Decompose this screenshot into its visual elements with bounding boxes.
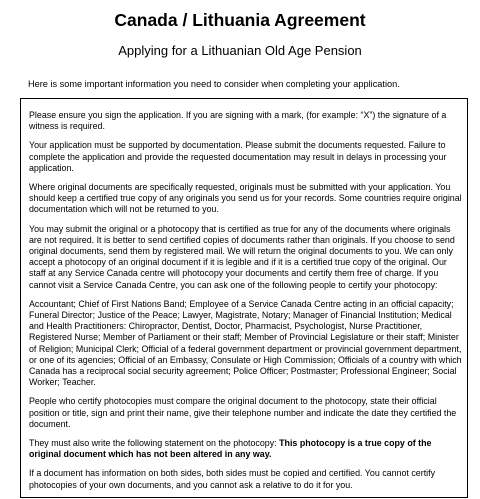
certifier-list-paragraph: Accountant; Chief of First Nations Band; Employee of a Service Canada Centre acting in an official capacity; Funeral Director; Justice of the Peace; Lawyer, Magistrate, Notary; Manager of Financial Institution; Medical and Health Practitioners: Chiropractor, Dentist, Doctor, Pharmacist, Psychologist, Nurse Practitioner, Registered Nurse; Member of Parliament or their staff; Member of Provincial Legislature or their staff; Minister of Religion; Municipal Clerk; Official of a federal government department or provincial government department, or one of its agencies; Official of an Embassy, Consulate or High Commission; Officials of a country with which Canada has a reciprocal social security agreement; Police Officer; Postmaster; Professional Engineer; Social Worker; Teacher.: [29, 298, 462, 388]
statement-paragraph: [29, 438, 462, 460]
document-title: Canada / Lithuania Agreement: [114, 10, 366, 30]
document-subtitle: Applying for a Lithuanian Old Age Pension: [118, 43, 362, 58]
intro-text: Here is some important information you need to consider when completing your application.: [28, 79, 400, 89]
information-content: [29, 110, 462, 499]
both-sides-paragraph: If a document has information on both sides, both sides must be copied and certified. You cannot certify photocopies of your own documents, and you cannot ask a relative to do it for you.: [29, 468, 436, 490]
required-statement: This photocopy is a true copy of the original document which has not been altered in any way.: [29, 438, 432, 460]
certified-copy-paragraph: You may submit the original or a photocopy that is certified as true for any of the documents where originals are not required. It is better to send certified copies of documents rather than originals. If you choose to send original documents, send them by registered mail. We will return the original documents to you. We can only accept a photocopy of an original document if it is legible and if it is a certified true copy of the original. Our staff at any Service Canada centre will photocopy your documents and certify them free of charge. If you cannot visit a Service Canada Centre, you can ask one of the following people to certify your photocopy:: [29, 223, 455, 290]
certification-requirements-paragraph: People who certify photocopies must compare the original document to the photocopy, state their official position or title, sign and print their name, give their telephone number and indicate the date they certified the document.: [29, 396, 457, 429]
statement-intro: They must also write the following statement on the photocopy:: [29, 438, 280, 449]
original-documents-paragraph: Where original documents are specifically requested, originals must be submitted with your application. You should keep a certified true copy of any originals you send us for your records. Some countries require original documentation which will not be returned to you.: [29, 182, 462, 215]
signature-paragraph: Please ensure you sign the application. If you are signing with a mark, (for example: “X”) the signature of a witness is required.: [29, 110, 447, 132]
documentation-paragraph: Your application must be supported by documentation. Please submit the documents requested. Failure to complete the application and provide the requested documentation may result in delays in processing your application.: [29, 140, 447, 173]
